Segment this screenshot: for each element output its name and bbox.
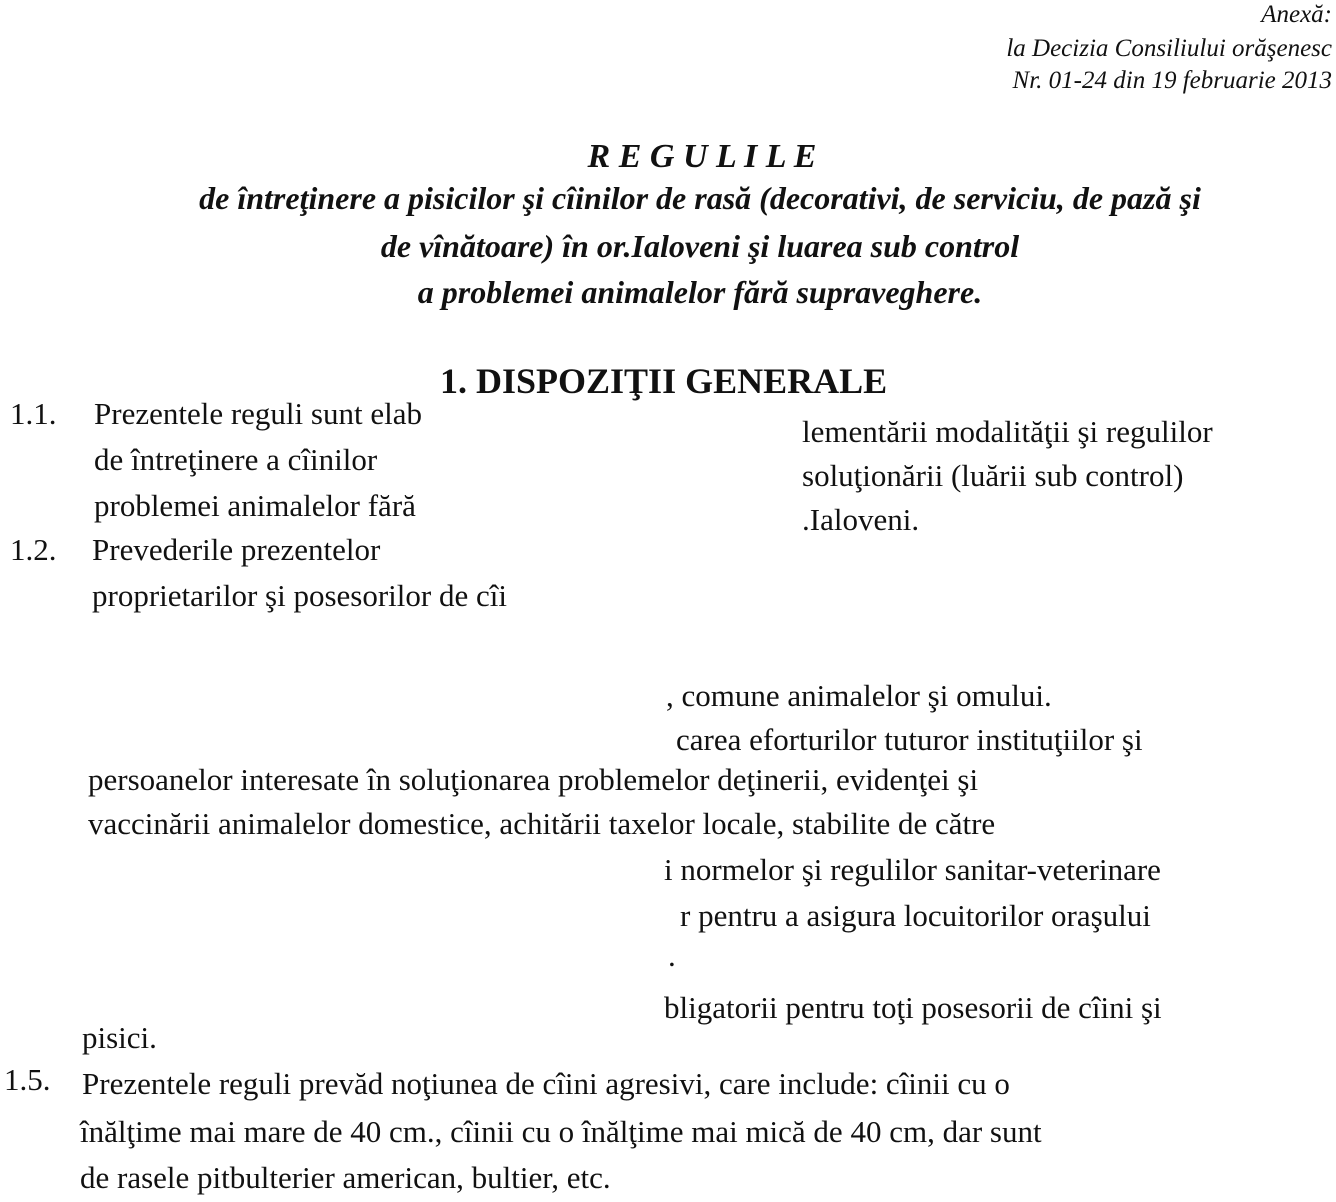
fragment-6: r pentru a asigura locuitorilor oraşului [680,898,1151,933]
section-heading: 1. DISPOZIŢII GENERALE [440,361,888,401]
p1-5-line-1: Prezentele reguli prevăd noţiunea de cîini agresivi, care include: cîinii cu o [82,1066,1010,1101]
fragment-8: bligatorii pentru toţi posesorii de cîini şi [664,990,1162,1025]
p1-1-left-line-3: problemei animalelor fără [94,488,416,523]
annex-label: Anexă: [1261,1,1332,28]
p1-1-left-line-1: Prezentele reguli sunt elab [94,396,422,431]
p1-1-right-line-2: soluţionării (luării sub control) [802,458,1184,493]
fragment-9: pisici. [82,1020,157,1055]
p1-1-right-line-3: .Ialoveni. [802,502,920,537]
annex-number-date: Nr. 01-24 din 19 februarie 2013 [1012,67,1332,94]
subtitle-line-2: de vînătoare) în or.Ialoveni şi luarea sub control [380,228,1020,264]
p1-2-left-line-1: Prevederile prezentelor [92,532,381,567]
paragraph-number-1-5: 1.5. [4,1062,51,1097]
p1-1-right-line-1: lementării modalităţii şi regulilor [802,414,1213,449]
p1-1-left-line-2: de întreţinere a cîinilor [94,442,378,477]
p1-5-line-3: de rasele pitbulterier american, bultier, etc. [80,1160,611,1195]
fragment-7: . [668,938,676,973]
document-title: R E G U L I L E [587,138,817,175]
subtitle-line-1: de întreţinere a pisicilor şi cîinilor de rasă (decorativi, de serviciu, de pază şi [199,180,1201,216]
fragment-2: carea eforturilor tuturor instituţiilor şi [676,722,1143,757]
fragment-4: vaccinării animalelor domestice, achitării taxelor locale, stabilite de către [88,806,996,841]
p1-5-line-2: înălţime mai mare de 40 cm., cîinii cu o înălţime mai mică de 40 cm, dar sunt [80,1114,1042,1149]
p1-2-left-line-2: proprietarilor şi posesorilor de cîi [92,578,507,613]
fragment-5: i normelor şi regulilor sanitar-veterinare [664,852,1161,887]
paragraph-number-1-2: 1.2. [10,532,57,567]
paragraph-number-1-1: 1.1. [10,396,57,431]
fragment-3: persoanelor interesate în soluţionarea problemelor deţinerii, evidenţei şi [88,762,979,797]
annex-decision: la Decizia Consiliului orăşenesc [1006,35,1332,62]
subtitle-line-3: a problemei animalelor fără supraveghere. [417,274,983,310]
fragment-1: , comune animalelor şi omului. [666,678,1052,713]
